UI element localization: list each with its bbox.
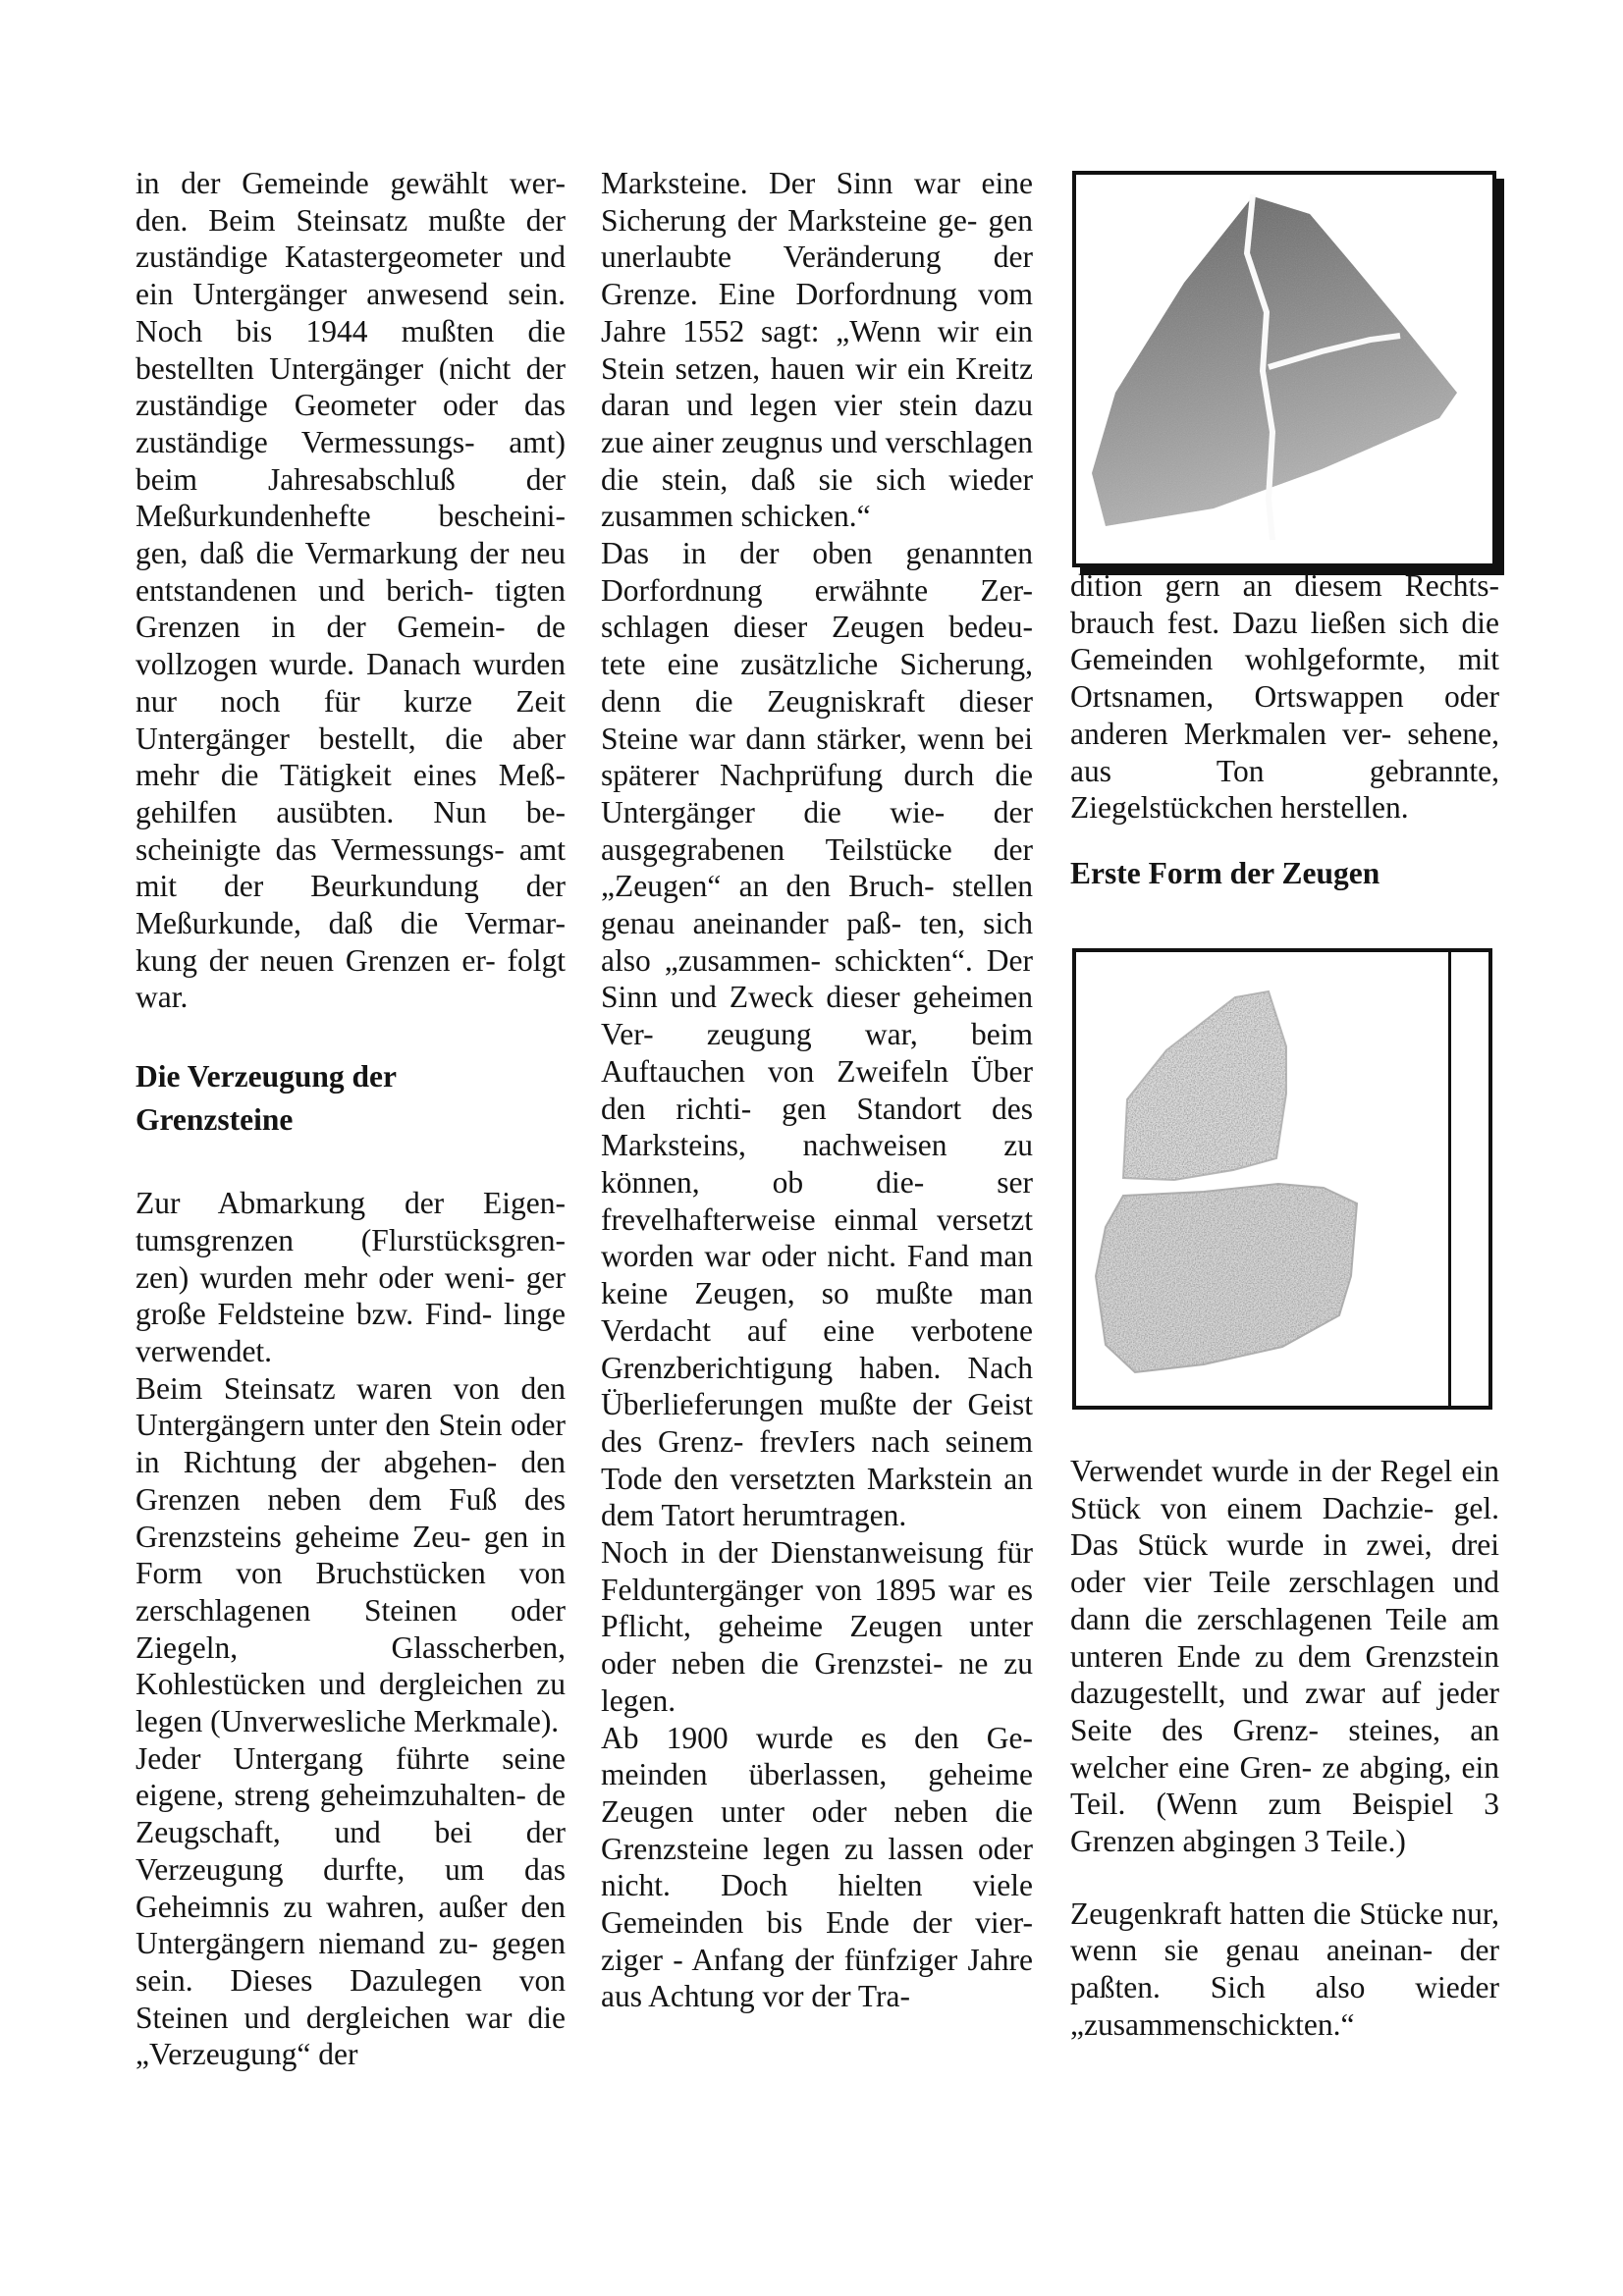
paragraph: Jeder Untergang führte seine eigene, streng geheimzuhalten- de Zeugschaft, und bei der Verzeugung durfte, um das Geheimnis zu wahren, außer den Untergängern niemand zu- gegen sein. Dieses Dazulegen von Steinen und dergleichen war die „Verzeugung“ der <box>135 1740 566 2072</box>
paragraph: dition gern an diesem Rechts- brauch fest. Dazu ließen sich die Gemeinden wohlgeformte, mit Ortsnamen, Ortswappen oder anderen Merkmalen ver- sehene, aus Ton gebrannte, Ziegelstückchen herstellen. <box>1070 568 1499 826</box>
fragments-image <box>1076 952 1449 1406</box>
column-3-continued <box>1070 1453 1499 2044</box>
column-3 <box>1070 567 1499 895</box>
paragraph: Verwendet wurde in der Regel ein Stück von einem Dachzie- gel. Das Stück wurde in zwei, drei oder vier Teile zerschlagen und dann die zerschlagenen Teile am unteren Ende zu dem Grenzstein dazugestellt, und zwar auf jeder Seite des Grenz- steines, an welcher eine Gren- ze abging, ein Teil. (Wenn zum Beispiel 3 Grenzen abgingen 3 Teile.) <box>1070 1454 1499 1859</box>
column-1 <box>135 165 566 2073</box>
broken-tile-image <box>1076 175 1492 563</box>
paragraph: Ab 1900 wurde es den Ge- meinden überlassen, geheime Zeugen unter oder neben die Grenzsteine legen zu lassen oder nicht. Doch hielten viele Gemeinden bis Ende der vier- ziger - Anfang der fünfziger Jahre aus Achtung vor der Tra- <box>601 1720 1033 2014</box>
column-2 <box>601 165 1033 2015</box>
paragraph: Zeugenkraft hatten die Stücke nur, wenn sie genau aneinan- der paßten. Sich also wieder „zusammenschickten.“ <box>1070 1896 1499 2042</box>
paragraph: Marksteine. Der Sinn war eine Sicherung der Marksteine ge- gen unerlaubte Veränderung der Grenze. Eine Dorfordnung vom Jahre 1552 sagt: „Wenn wir ein Stein setzen, hauen wir ein Kreitz daran und legen vier stein dazu zue ainer zeugnus und verschlagen die stein, daß sie sich wieder zusammen schicken.“ <box>601 166 1033 534</box>
section-heading: Erste Form der Zeugen <box>1070 855 1380 890</box>
paragraph: Zur Abmarkung der Eigen- tumsgrenzen (Flurstücksgren- zen) wurden mehr oder weni- ger große Feldsteine bzw. Find- linge verwendet. <box>135 1186 566 1368</box>
paragraph: Beim Steinsatz waren von den Untergängern unter den Stein oder in Richtung der abgehen- den Grenzen neben dem Fuß des Grenzsteins geheime Zeu- gen in Form von Bruchstücken von zerschlagenen Steinen oder Ziegeln, Glasscherben, Kohlestücken und dergleichen zu legen (Unverwesliche Merkmale). <box>135 1370 566 1739</box>
photo-two-fragments <box>1072 948 1492 1410</box>
photo-broken-tile <box>1072 171 1496 567</box>
paragraph: in der Gemeinde gewählt wer- den. Beim Steinsatz mußte der zuständige Katastergeometer und ein Untergänger anwesend sein. Noch bis 1944 mußten die bestellten Untergänger (nicht der zuständige Geometer oder das zuständige Vermessungs- amt) beim Jahresabschluß der Meßurkundenhefte bescheini- gen, daß die Vermarkung der neu entstandenen und berich- tigten Grenzen in der Gemein- de vollzogen wurde. Danach wurden nur noch für kurze Zeit Untergänger bestellt, die aber mehr die Tätigkeit eines Meß- gehilfen ausübten. Nun be- scheinigte das Vermessungs- amt mit der Beurkundung der Meßurkunde, daß die Vermar- kung der neuen Grenzen er- folgt war. <box>135 166 566 1015</box>
section-heading: Die Verzeugung der Grenzsteine <box>135 1059 397 1138</box>
paragraph: Das in der oben genannten Dorfordnung erwähnte Zer- schlagen dieser Zeugen bedeu- tete eine zusätzliche Sicherung, denn die Zeugniskraft dieser Steine war dann stärker, wenn bei späterer Nachprüfung durch die Untergänger die wie- der ausgegrabenen Teilstücke der „Zeugen“ an den Bruch- stellen genau aneinander paß- ten, sich also „zusammen- schickten“. Der Sinn und Zweck dieser geheimen Ver- zeugung war, beim Auftauchen von Zweifeln Über den richti- gen Standort des Marksteins, nachweisen zu können, ob die- ser frevelhafterweise einmal versetzt worden war oder nicht. Fand man keine Zeugen, so mußte man Verdacht auf eine verbotene Grenzberichtigung haben. Nach Überlieferungen mußte der Geist des Grenz- frevIers nach seinem Tode den versetzten Markstein an dem Tatort herumtragen. <box>601 536 1033 1533</box>
paragraph: Noch in der Dienstanweisung für Felduntergänger von 1895 war es Pflicht, geheime Zeugen unter oder neben die Grenzstei- ne zu legen. <box>601 1535 1033 1718</box>
frame-divider <box>1448 952 1451 1406</box>
